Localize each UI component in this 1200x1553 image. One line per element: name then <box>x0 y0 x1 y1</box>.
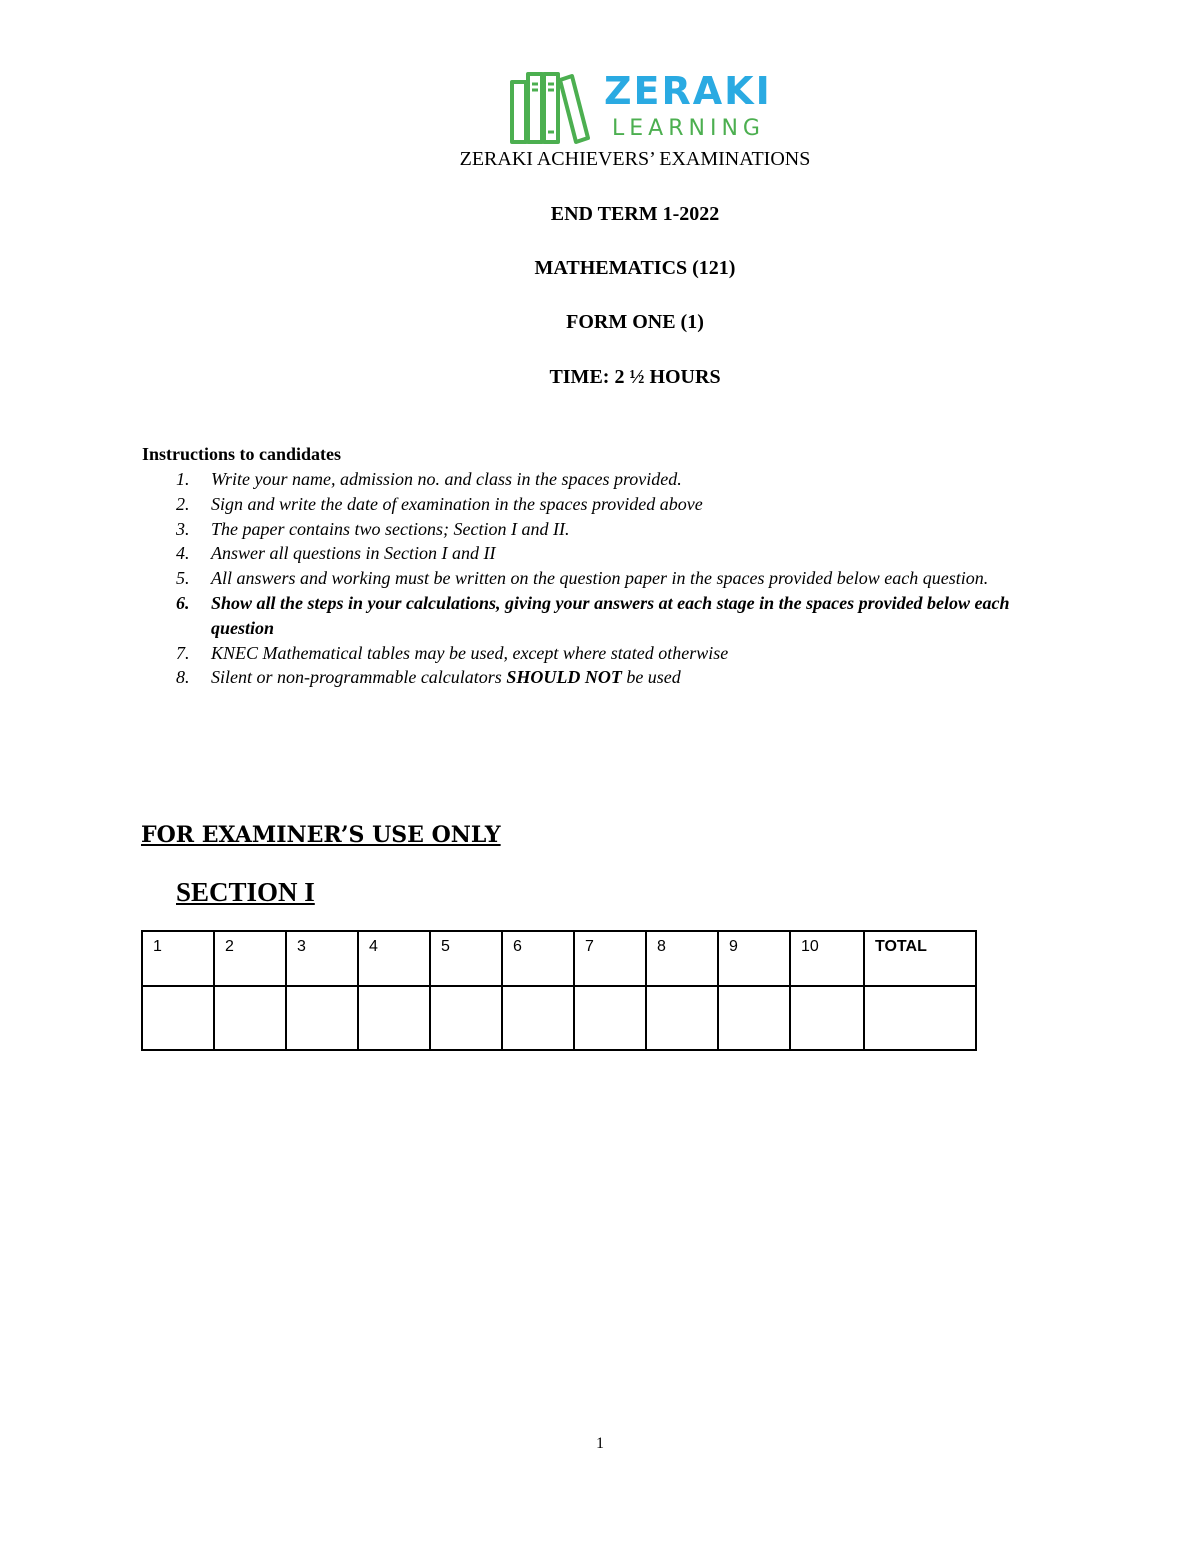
exam-term: END TERM 1-2022 <box>550 203 720 225</box>
books-icon <box>508 70 592 146</box>
instruction-item: 7. KNEC Mathematical tables may be used, except where stated otherwise <box>176 642 729 663</box>
section-title: SECTION I <box>176 877 315 907</box>
table-header-cell: 1 <box>142 931 214 986</box>
score-cell[interactable] <box>286 986 358 1050</box>
score-cell[interactable] <box>142 986 214 1050</box>
instructions-list <box>142 467 1042 690</box>
exam-subject: MATHEMATICS (121) <box>534 257 736 279</box>
instruction-item: 4. Answer all questions in Section I and II <box>176 543 496 564</box>
zeraki-logo <box>508 68 798 148</box>
table-header-cell: 9 <box>718 931 790 986</box>
score-cell[interactable] <box>646 986 718 1050</box>
table-score-row <box>142 986 976 1050</box>
logo-brand-sub: LEARNING <box>612 116 765 141</box>
score-cell[interactable] <box>430 986 502 1050</box>
instruction-item: 5. All answers and working must be written on the question paper in the spaces provided below each question. <box>176 568 989 589</box>
instruction-item: 6. Show all the steps in your calculations, giving your answers at each stage in the spaces provided below each question <box>176 592 1010 638</box>
instruction-item: 8. Silent or non-programmable calculators SHOULD NOT be used <box>176 667 681 688</box>
score-cell[interactable] <box>790 986 864 1050</box>
table-header-row <box>142 931 976 986</box>
logo-brand-main: ZERAKI <box>604 69 772 113</box>
exam-title: ZERAKI ACHIEVERS’ EXAMINATIONS <box>459 148 811 170</box>
table-header-cell: 10 <box>790 931 864 986</box>
examiner-heading: FOR EXAMINER’S USE ONLY <box>141 822 501 848</box>
exam-form: FORM ONE (1) <box>566 311 704 333</box>
score-cell[interactable] <box>718 986 790 1050</box>
score-cell[interactable] <box>214 986 286 1050</box>
score-table <box>141 930 977 1051</box>
page-number: 1 <box>596 1435 604 1452</box>
score-cell[interactable] <box>358 986 430 1050</box>
total-score-cell[interactable] <box>864 986 976 1050</box>
table-header-cell: 7 <box>574 931 646 986</box>
score-cell[interactable] <box>502 986 574 1050</box>
exam-time: TIME: 2 ½ HOURS <box>549 366 721 388</box>
table-header-cell: 6 <box>502 931 574 986</box>
instruction-item: 3. The paper contains two sections; Section I and II. <box>176 518 570 539</box>
table-header-total: TOTAL <box>864 931 976 986</box>
instruction-item: 1. Write your name, admission no. and class in the spaces provided. <box>176 469 682 489</box>
instructions-heading: Instructions to candidates <box>142 444 342 464</box>
instruction-item: 2. Sign and write the date of examination in the spaces provided above <box>176 493 703 514</box>
table-header-cell: 5 <box>430 931 502 986</box>
table-header-cell: 2 <box>214 931 286 986</box>
table-header-cell: 4 <box>358 931 430 986</box>
table-header-cell: 3 <box>286 931 358 986</box>
table-header-cell: 8 <box>646 931 718 986</box>
score-cell[interactable] <box>574 986 646 1050</box>
